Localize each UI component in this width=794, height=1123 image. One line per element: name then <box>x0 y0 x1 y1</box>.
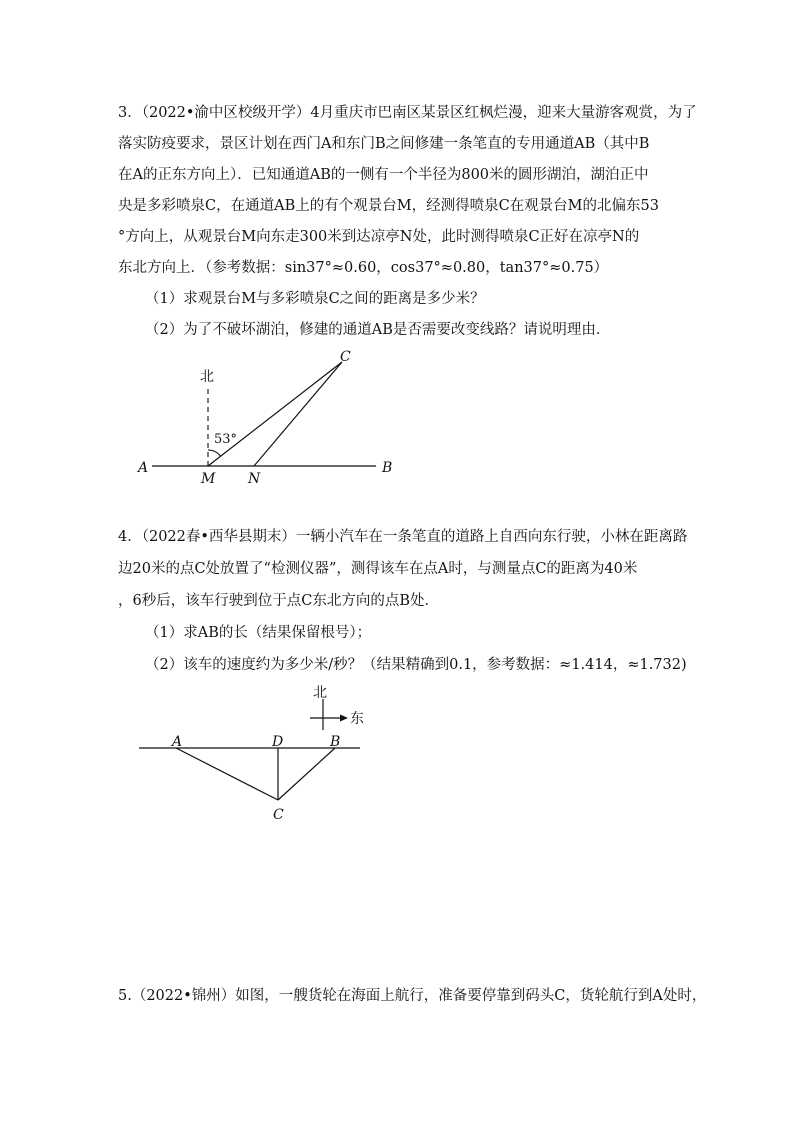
q4-line-1: 4．（2022春•西华县期末）一辆小汽车在一条笔直的道路上自西向东行驶，小林在距离路 <box>118 529 688 545</box>
q3-point-c: C <box>340 349 351 365</box>
line-ac <box>176 748 278 800</box>
q4-line-2: 边20米的点C处放置了“检测仪器”，测得该车在点A时，与测量点C的距离为40米 <box>118 561 638 577</box>
q3-point-m: M <box>201 471 216 487</box>
q3-line-2: 落实防疫要求，景区计划在西门A和东门B之间修建一条笔直的专用通道AB（其中B <box>118 136 650 152</box>
q4-subquestion-1: （1）求AB的长（结果保留根号）； <box>145 625 372 641</box>
q4-east-label: 东 <box>350 711 364 727</box>
q3-line-5: °方向上，从观景台M向东走300米到达凉亭N处，此时测得喷泉C正好在凉亭N的 <box>118 229 640 245</box>
q3-line-4: 央是多彩喷泉C，在通道AB上的有个观景台M，经测得喷泉C在观景台M的北偏东53 <box>118 198 659 214</box>
q5-line-1: 5.（2022•锦州）如图，一艘货轮在海面上航行，准备要停靠到码头C，货轮航行到A处时， <box>118 988 707 1004</box>
q3-subquestion-1: （1）求观景台M与多彩喷泉C之间的距离是多少米？ <box>145 291 485 307</box>
q3-subquestion-2: （2）为了不破坏湖泊，修建的通道AB是否需要改变线路？请说明理由． <box>145 322 611 338</box>
line-bc <box>278 748 335 800</box>
q4-point-d: D <box>272 734 284 750</box>
q4-subquestion-2: （2）该车的速度约为多少米/秒？（结果精确到0.1，参考数据：≈1.414，≈1.732) <box>145 657 687 673</box>
q3-line-1: 3．（2022•渝中区校级开学）4月重庆市巴南区某景区红枫烂漫，迎来大量游客观赏，为了 <box>118 105 697 121</box>
q3-line-3: 在A的正东方向上）．已知通道AB的一侧有一个半径为800米的圆形湖泊，湖泊正中 <box>118 167 649 183</box>
q3-angle-label: 53° <box>214 432 238 447</box>
q3-line-6: 东北方向上．（参考数据：sin37°≈0.60，cos37°≈0.80，tan37°≈0.75） <box>118 260 609 276</box>
q4-line-3: ，6秒后，该车行驶到位于点C东北方向的点B处． <box>118 593 439 609</box>
east-arrow-icon <box>340 715 348 722</box>
q3-point-a: A <box>138 460 149 476</box>
q3-point-b: B <box>382 460 393 476</box>
q4-point-b: B <box>330 734 341 750</box>
q3-point-n: N <box>248 471 261 487</box>
q4-point-a: A <box>172 734 183 750</box>
q3-north-label: 北 <box>200 369 214 385</box>
q4-north-label: 北 <box>313 685 327 701</box>
q4-point-c: C <box>273 807 284 823</box>
